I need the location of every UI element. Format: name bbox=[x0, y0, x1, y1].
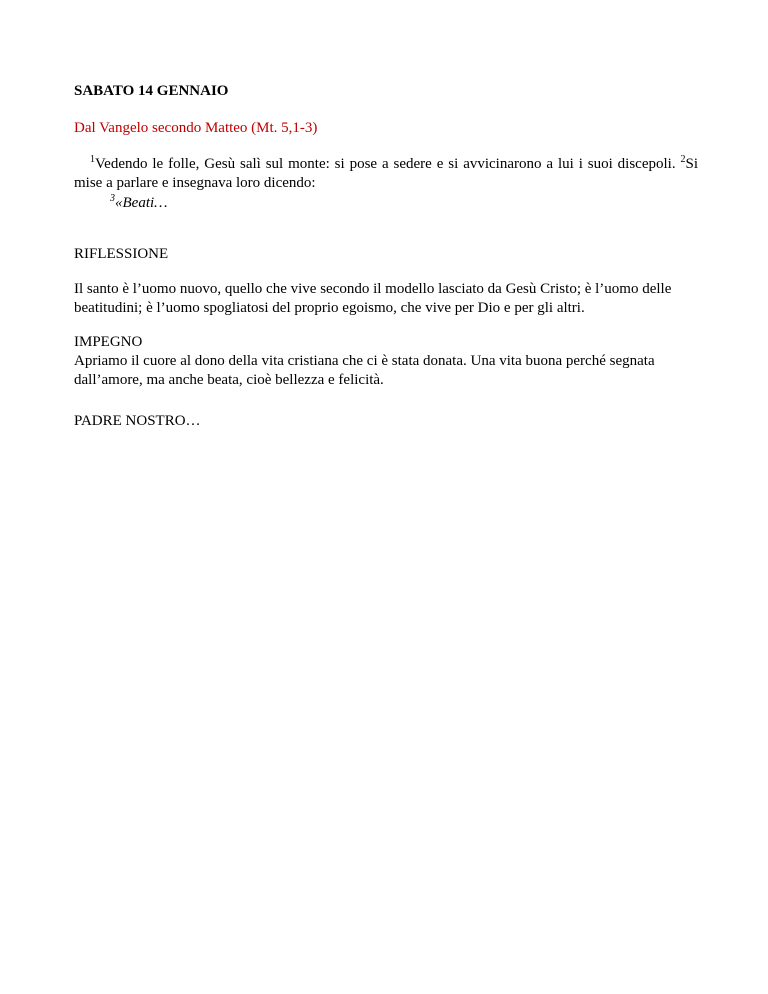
gospel-passage bbox=[74, 155, 698, 213]
verse-number: 2 bbox=[680, 154, 686, 165]
gospel-reference: Dal Vangelo secondo Matteo (Mt. 5,1-3) bbox=[74, 120, 318, 136]
page-title: SABATO 14 GENNAIO bbox=[74, 83, 229, 99]
verse-number: 1 bbox=[90, 154, 95, 165]
verse-text: Si mise a parlare e insegnava loro dicendo: bbox=[74, 156, 699, 191]
riflessione-heading: RIFLESSIONE bbox=[74, 246, 169, 262]
gospel-verse-beati bbox=[110, 194, 698, 213]
riflessione-text: Il santo è l’uomo nuovo, quello che vive secondo il modello lasciato da Gesù Cristo; è l’uomo delle beatitudini; è l’uomo spogliatosi del proprio egoismo, che vive per Dio e per gli altri. bbox=[74, 281, 672, 316]
impegno-text: Apriamo il cuore al dono della vita cristiana che ci è stata donata. Una vita buona perché segnata dall’amore, ma anche beata, cioè bellezza e felicità. bbox=[74, 353, 655, 388]
gospel-paragraph bbox=[74, 155, 698, 193]
closing-prayer: PADRE NOSTRO… bbox=[74, 413, 201, 429]
impegno-heading: IMPEGNO bbox=[74, 334, 143, 350]
verse-text: «Beati… bbox=[115, 195, 168, 211]
verse-text: Vedendo le folle, Gesù salì sul monte: si pose a sedere e si avvicinarono a lui i suoi discepoli. bbox=[95, 156, 676, 172]
verse-number: 3 bbox=[110, 193, 115, 204]
